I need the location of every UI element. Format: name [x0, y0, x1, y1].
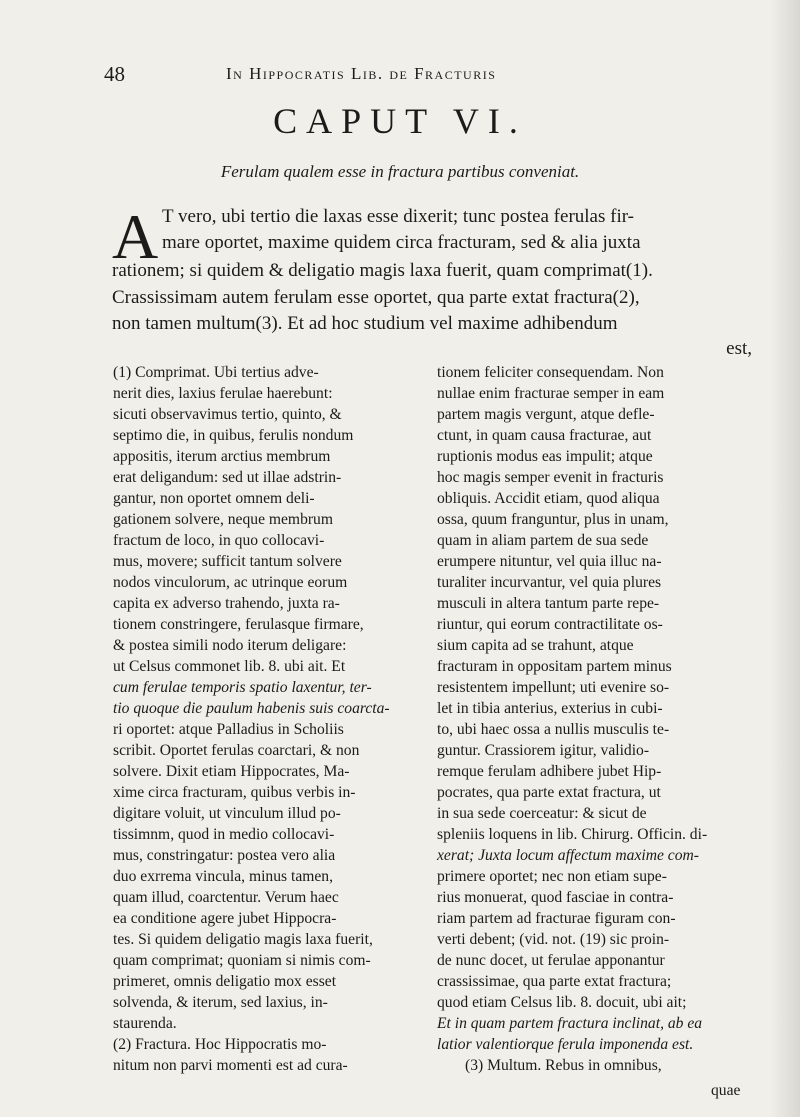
note-line: scribit. Oportet ferulas coarctari, & non	[113, 742, 360, 759]
main-text-line: rationem; si quidem & deligatio magis laxa fuerit, quam comprimat(1).	[112, 260, 653, 281]
note-line: nerit dies, laxius ferulae haerebunt:	[113, 385, 333, 402]
note-line: fractum de loco, in quo collocavi-	[113, 532, 325, 549]
note-line: & postea simili nodo iterum deligare:	[113, 637, 347, 654]
note-line: gationem solvere, neque membrum	[113, 511, 333, 528]
note-line: solvere. Dixit etiam Hippocrates, Ma-	[113, 763, 350, 780]
note-line: obliquis. Accidit etiam, quod aliqua	[437, 490, 660, 507]
note-line: Et in quam partem fractura inclinat, ab ea	[437, 1015, 703, 1032]
note-line: partem magis vergunt, atque defle-	[437, 406, 655, 423]
note-line: primere oportet; nec non etiam supe-	[437, 868, 667, 885]
note-line: nodos vinculorum, ac utrinque eorum	[113, 574, 348, 591]
note-line: (3) Multum. Rebus in omnibus,	[465, 1057, 662, 1074]
note-line: erat deligandum: sed ut illae adstrin-	[113, 469, 342, 486]
note-line: quam comprimat; quoniam si nimis com-	[113, 952, 371, 969]
note-line: quod etiam Celsus lib. 8. docuit, ubi ait;	[437, 994, 687, 1011]
note-line: ossa, quum franguntur, plus in unam,	[437, 511, 669, 528]
note-line: nitum non parvi momenti est ad cura-	[113, 1057, 348, 1074]
note-line: (2) Fractura. Hoc Hippocratis mo-	[113, 1036, 327, 1053]
page-edge-shadow	[770, 0, 800, 1117]
note-line: solvenda, & iterum, sed laxius, in-	[113, 994, 328, 1011]
note-line: (1) Comprimat. Ubi tertius adve-	[113, 364, 319, 381]
note-line: musculi in altera tantum parte repe-	[437, 595, 660, 612]
note-line: latior valentiorque ferula imponenda est.	[437, 1036, 694, 1053]
drop-cap: A	[112, 201, 159, 272]
note-line: hoc magis semper evenit in fracturis	[437, 469, 664, 486]
note-line: duo exrrema vincula, minus tamen,	[113, 868, 333, 885]
note-line: septimo die, in quibus, ferulis nondum	[113, 427, 354, 444]
note-line: crassissimae, qua parte extat fractura;	[437, 973, 672, 990]
note-line: digitare voluit, ut vinculum illud po-	[113, 805, 341, 822]
note-line: riam partem ad fracturae figuram con-	[437, 910, 676, 927]
note-line: remque ferulam adhibere jubet Hip-	[437, 763, 662, 780]
note-line: mus, constringatur: postea vero alia	[113, 847, 336, 864]
page-number: 48	[104, 62, 125, 86]
main-text-line: est,	[726, 338, 752, 359]
note-line: staurenda.	[113, 1015, 177, 1032]
note-line: tes. Si quidem deligatio magis laxa fuerit,	[113, 931, 373, 948]
note-line: riuntur, qui eorum contractilitate os-	[437, 616, 663, 633]
main-text-line: mare oportet, maxime quidem circa fracturam, sed & alia juxta	[162, 232, 641, 253]
note-line: rius monuerat, quod fasciae in contra-	[437, 889, 674, 906]
note-line: guntur. Crassiorem igitur, validio-	[437, 742, 650, 759]
note-line: ctunt, in quam causa fracturae, aut	[437, 427, 652, 444]
note-line: tionem feliciter consequendam. Non	[437, 364, 664, 381]
note-line: xime circa fracturam, quibus verbis in-	[113, 784, 356, 801]
note-line: in sua sede coerceatur: & sicut de	[437, 805, 647, 822]
note-line: pocrates, qua parte extat fractura, ut	[437, 784, 661, 801]
note-line: resistentem impellunt; uti evenire so-	[437, 679, 670, 696]
main-text-line: T vero, ubi tertio die laxas esse dixerit; tunc postea ferulas fir-	[162, 206, 635, 227]
note-line: primeret, omnis deligatio mox esset	[113, 973, 337, 990]
note-line: tio quoque die paulum habenis suis coarcta-	[113, 700, 390, 717]
note-line: tionem constringere, ferulasque firmare,	[113, 616, 364, 633]
note-line: tissimnm, quod in medio collocavi-	[113, 826, 335, 843]
note-line: to, ubi haec ossa a nullis musculis te-	[437, 721, 670, 738]
note-line: verti debent; (vid. not. (19) sic proin-	[437, 931, 670, 948]
note-line: ut Celsus commonet lib. 8. ubi ait. Et	[113, 658, 346, 675]
chapter-subtitle: Ferulam qualem esse in fractura partibus conveniat.	[220, 162, 580, 181]
running-title: In Hippocratis Lib. de Fracturis	[226, 64, 497, 83]
main-text-line: Crassissimam autem ferulam esse oportet, qua parte extat fractura(2),	[112, 287, 640, 308]
note-line: let in tibia anterius, exterius in cubi-	[437, 700, 663, 717]
note-line: spleniis loquens in lib. Chirurg. Officin. di-	[437, 826, 708, 843]
note-line: quam in aliam partem de sua sede	[437, 532, 649, 549]
catchword: quae	[711, 1082, 741, 1099]
chapter-title: CAPUT VI.	[273, 101, 527, 141]
note-line: nullae enim fracturae semper in eam	[437, 385, 665, 402]
note-line: capita ex adverso trahendo, juxta ra-	[113, 595, 340, 612]
note-line: de nunc docet, ut ferulae apponantur	[437, 952, 665, 969]
note-line: gantur, non oportet omnem deli-	[113, 490, 315, 507]
note-line: cum ferulae temporis spatio laxentur, ter-	[113, 679, 372, 696]
note-line: turaliter incurvantur, vel quia plures	[437, 574, 662, 591]
note-line: erumpere nituntur, vel quia illuc na-	[437, 553, 662, 570]
note-line: mus, movere; sufficit tantum solvere	[113, 553, 342, 570]
note-line: sicuti observavimus tertio, quinto, &	[113, 406, 342, 423]
note-line: appositis, iterum arctius membrum	[113, 448, 331, 465]
running-head	[96, 62, 748, 88]
note-line: sium capita ad se trahunt, atque	[437, 637, 634, 654]
note-line: quam illud, coarctentur. Verum haec	[113, 889, 339, 906]
note-line: xerat; Juxta locum affectum maxime com-	[437, 847, 699, 864]
note-line: fracturam in oppositam partem minus	[437, 658, 672, 675]
note-line: ri oportet: atque Palladius in Scholiis	[113, 721, 344, 738]
note-line: ruptionis modus eas impulit; atque	[437, 448, 653, 465]
main-text-line: non tamen multum(3). Et ad hoc studium vel maxime adhibendum	[112, 313, 618, 334]
note-line: ea conditione agere jubet Hippocra-	[113, 910, 337, 927]
